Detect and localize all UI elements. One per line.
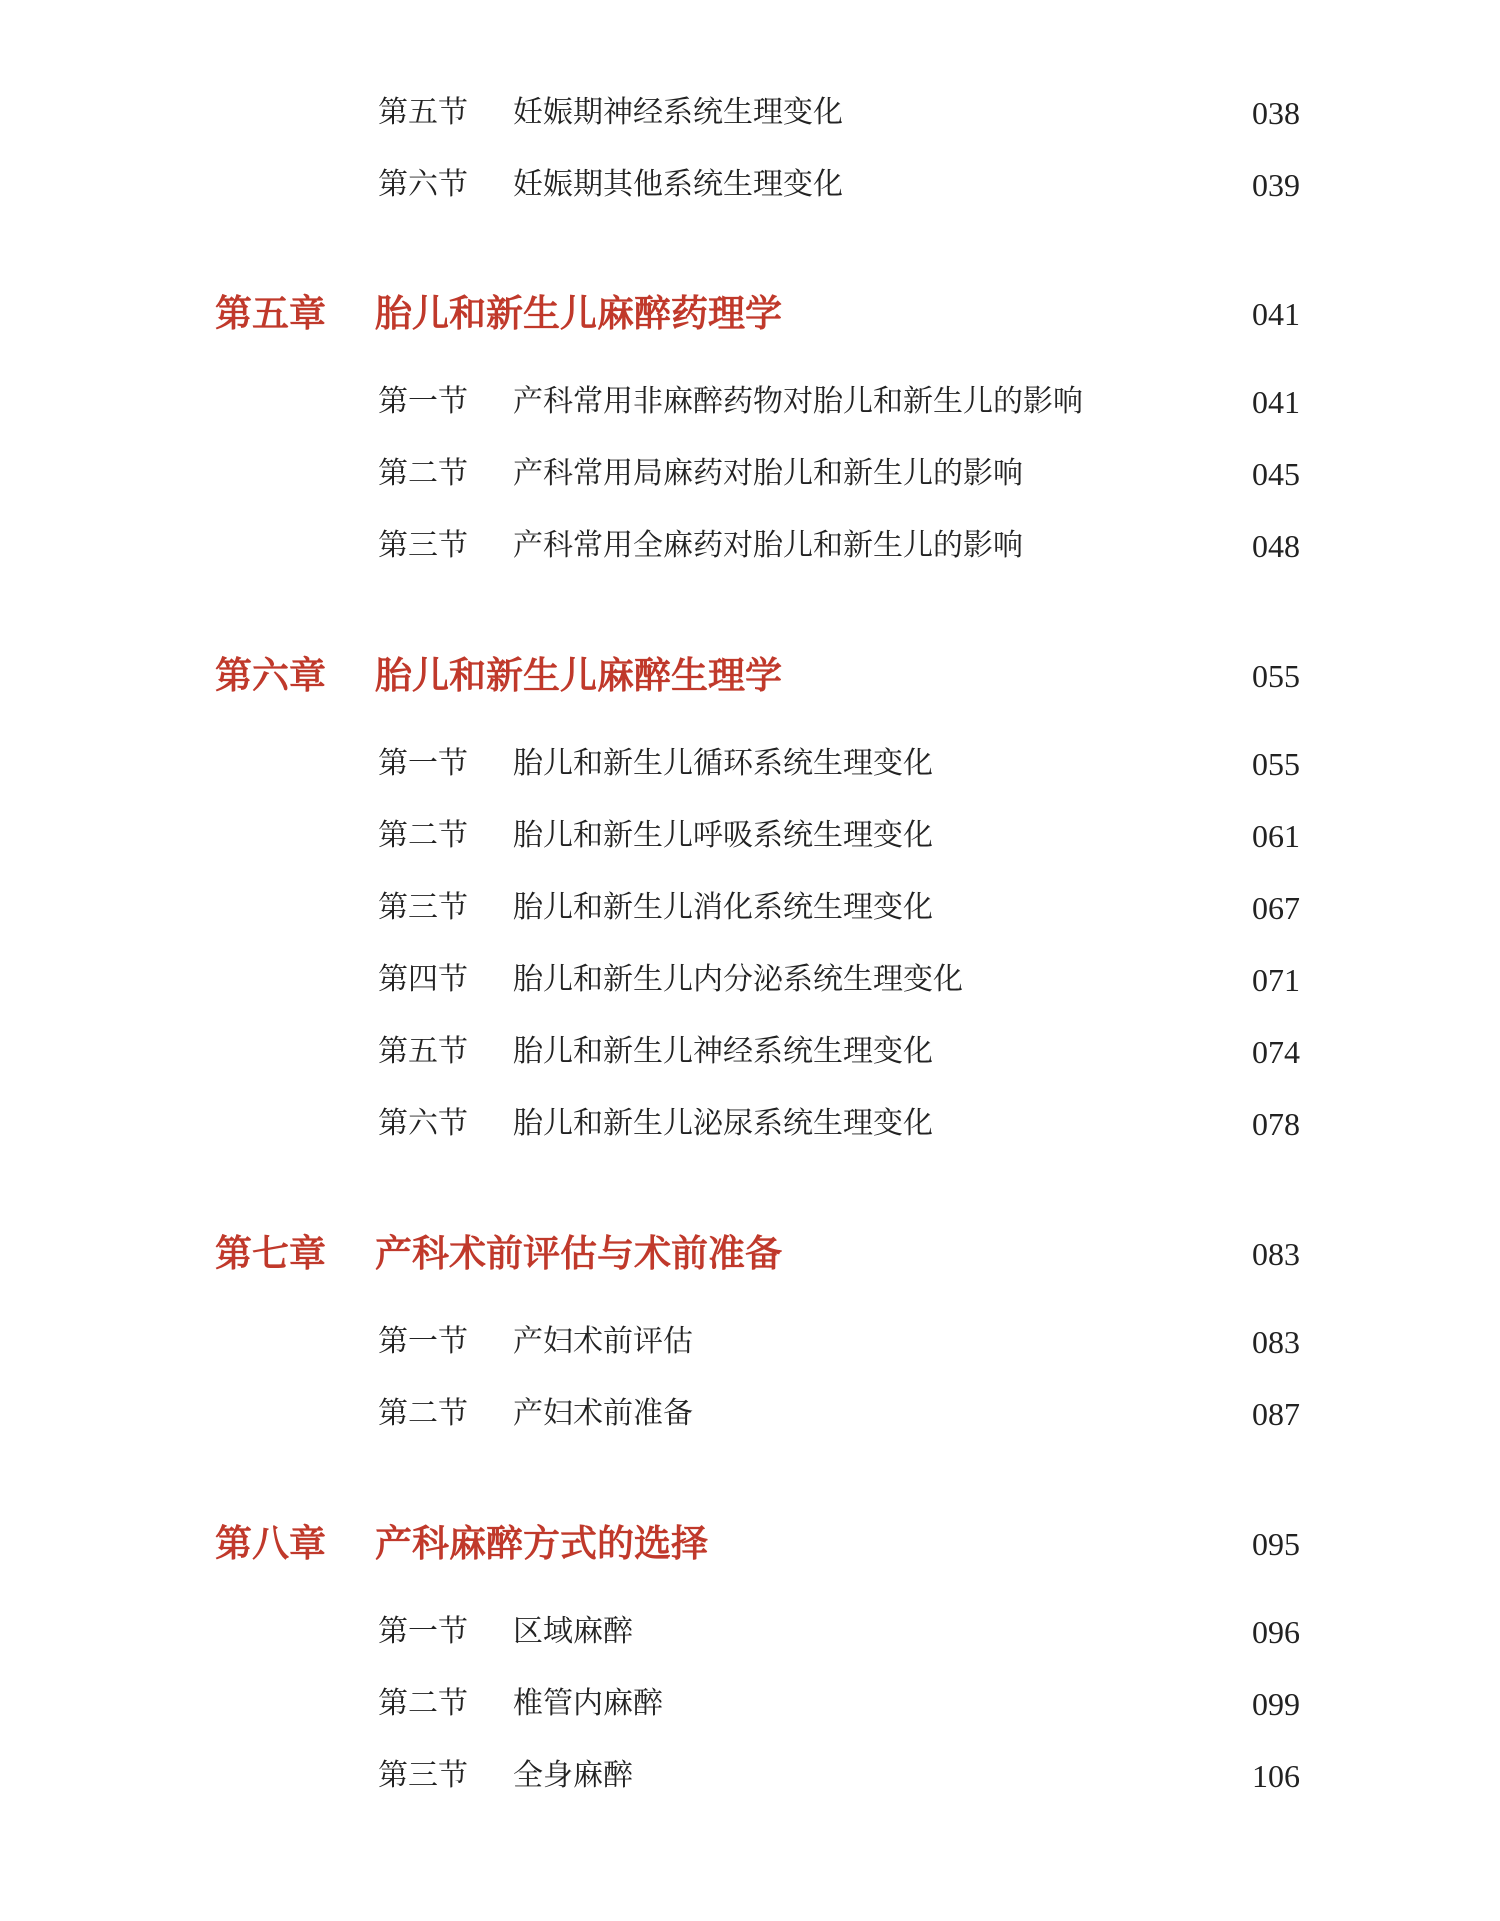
section-title: 胎儿和新生儿消化系统生理变化 <box>513 890 933 925</box>
page-number: 041 <box>1252 384 1300 420</box>
page-number: 061 <box>1252 818 1300 854</box>
section-number: 第六节 <box>378 167 468 202</box>
toc-section-entry <box>378 880 1300 936</box>
section-title: 产妇术前准备 <box>513 1396 693 1431</box>
section-number: 第一节 <box>378 1614 468 1649</box>
toc-section-entry <box>378 1748 1300 1804</box>
page-number: 074 <box>1252 1034 1300 1070</box>
page-number: 099 <box>1252 1686 1300 1722</box>
page-number: 067 <box>1252 890 1300 926</box>
section-title: 胎儿和新生儿内分泌系统生理变化 <box>513 962 963 997</box>
page-number: 071 <box>1252 962 1300 998</box>
toc-chapter-entry <box>215 1514 1300 1574</box>
chapter-number: 第五章 <box>215 292 326 335</box>
section-number: 第五节 <box>378 1034 468 1069</box>
chapter-number: 第六章 <box>215 654 326 697</box>
toc-section-entry <box>378 157 1300 213</box>
page-number: 055 <box>1252 658 1300 694</box>
chapter-number: 第八章 <box>215 1522 326 1565</box>
chapter-number: 第七章 <box>215 1232 326 1275</box>
section-title: 产科常用全麻药对胎儿和新生儿的影响 <box>513 528 1023 563</box>
page-number: 041 <box>1252 296 1300 332</box>
toc-section-entry <box>378 1314 1300 1370</box>
section-title: 妊娠期其他系统生理变化 <box>513 167 843 202</box>
toc-chapter-entry <box>215 1224 1300 1284</box>
page-number: 048 <box>1252 528 1300 564</box>
page-number: 038 <box>1252 95 1300 131</box>
section-title: 产妇术前评估 <box>513 1324 693 1359</box>
chapter-title: 胎儿和新生儿麻醉药理学 <box>375 292 782 335</box>
page-number: 083 <box>1252 1236 1300 1272</box>
toc-section-entry <box>378 1604 1300 1660</box>
toc-section-entry <box>378 1096 1300 1152</box>
section-title: 产科常用非麻醉药物对胎儿和新生儿的影响 <box>513 384 1083 419</box>
section-number: 第一节 <box>378 1324 468 1359</box>
toc-section-entry <box>378 446 1300 502</box>
section-number: 第三节 <box>378 890 468 925</box>
section-number: 第四节 <box>378 962 468 997</box>
toc-section-entry <box>378 1386 1300 1442</box>
section-title: 胎儿和新生儿循环系统生理变化 <box>513 746 933 781</box>
chapter-title: 产科术前评估与术前准备 <box>375 1232 782 1275</box>
toc-section-entry <box>378 1676 1300 1732</box>
toc-section-entry <box>378 952 1300 1008</box>
section-title: 胎儿和新生儿泌尿系统生理变化 <box>513 1106 933 1141</box>
toc-section-entry <box>378 85 1300 141</box>
section-title: 全身麻醉 <box>513 1758 633 1793</box>
section-number: 第三节 <box>378 528 468 563</box>
page-number: 106 <box>1252 1758 1300 1794</box>
toc-section-entry <box>378 736 1300 792</box>
section-title: 妊娠期神经系统生理变化 <box>513 95 843 130</box>
section-number: 第二节 <box>378 1396 468 1431</box>
page-number: 039 <box>1252 167 1300 203</box>
chapter-title: 产科麻醉方式的选择 <box>375 1522 708 1565</box>
page-number: 045 <box>1252 456 1300 492</box>
section-number: 第三节 <box>378 1758 468 1793</box>
chapter-title: 胎儿和新生儿麻醉生理学 <box>375 654 782 697</box>
section-title: 胎儿和新生儿呼吸系统生理变化 <box>513 818 933 853</box>
section-title: 椎管内麻醉 <box>513 1686 663 1721</box>
section-title: 产科常用局麻药对胎儿和新生儿的影响 <box>513 456 1023 491</box>
section-number: 第二节 <box>378 1686 468 1721</box>
toc-chapter-entry <box>215 284 1300 344</box>
toc-section-entry <box>378 808 1300 864</box>
page-number: 096 <box>1252 1614 1300 1650</box>
section-number: 第二节 <box>378 818 468 853</box>
section-number: 第一节 <box>378 746 468 781</box>
toc-section-entry <box>378 1024 1300 1080</box>
section-title: 区域麻醉 <box>513 1614 633 1649</box>
page-number: 083 <box>1252 1324 1300 1360</box>
toc-section-entry <box>378 518 1300 574</box>
section-number: 第二节 <box>378 456 468 491</box>
page-number: 055 <box>1252 746 1300 782</box>
page-number: 078 <box>1252 1106 1300 1142</box>
section-title: 胎儿和新生儿神经系统生理变化 <box>513 1034 933 1069</box>
page-number: 087 <box>1252 1396 1300 1432</box>
toc-section-entry <box>378 374 1300 430</box>
section-number: 第五节 <box>378 95 468 130</box>
section-number: 第一节 <box>378 384 468 419</box>
toc-chapter-entry <box>215 646 1300 706</box>
section-number: 第六节 <box>378 1106 468 1141</box>
page-number: 095 <box>1252 1526 1300 1562</box>
